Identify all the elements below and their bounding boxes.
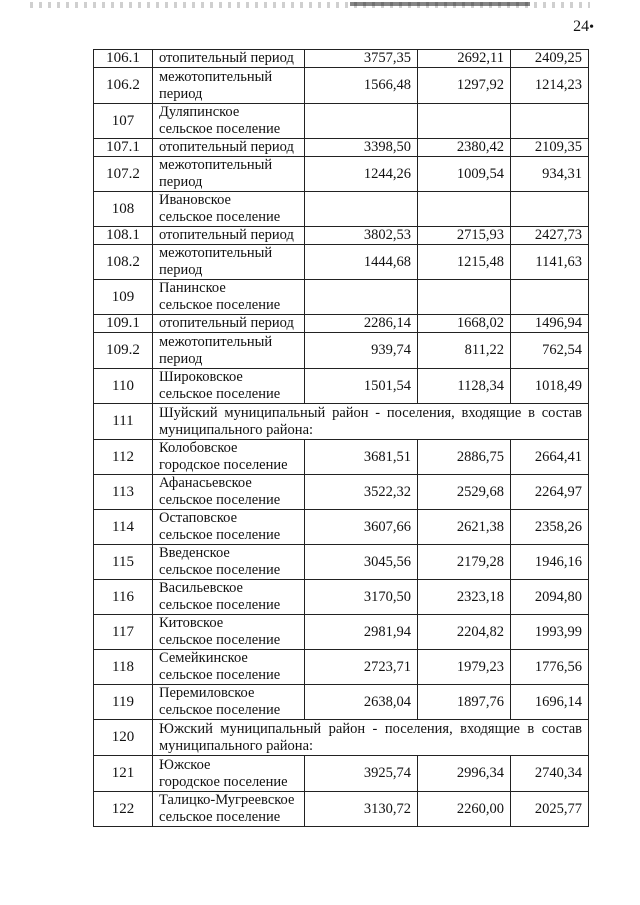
table-row: [94, 333, 589, 369]
table-row: [94, 104, 589, 139]
table-row: [94, 157, 589, 192]
row-number: 106.2: [94, 68, 153, 104]
value-cell-2: 1297,92: [418, 68, 511, 104]
row-number: 109.1: [94, 315, 153, 333]
table-row: [94, 545, 589, 580]
value-cell-1: [305, 192, 418, 227]
settlement-name: [153, 756, 305, 792]
page-number: 24•: [573, 18, 594, 35]
settlement-name: [153, 50, 305, 68]
table-row: [94, 580, 589, 615]
row-number: 111: [94, 404, 153, 440]
value-cell-2: 1128,34: [418, 369, 511, 404]
settlement-name: [153, 280, 305, 315]
settlement-name-line: Широковское: [159, 369, 243, 385]
value-cell-3: [511, 280, 589, 315]
value-cell-3: 2109,35: [511, 139, 589, 157]
value-cell-1: 1501,54: [305, 369, 418, 404]
settlement-name-line: Талицко-Мугреевское: [159, 792, 295, 808]
settlement-name-line: отопительный период: [159, 315, 294, 331]
row-number: 116: [94, 580, 153, 615]
settlement-name: [153, 227, 305, 245]
value-cell-3: 1776,56: [511, 650, 589, 685]
value-cell-1: 1244,26: [305, 157, 418, 192]
value-cell-1: 3925,74: [305, 756, 418, 792]
table-row: [94, 192, 589, 227]
district-heading-line: муниципального района:: [159, 737, 314, 754]
district-heading: [153, 720, 589, 756]
table-row: [94, 139, 589, 157]
district-heading: [153, 404, 589, 440]
value-cell-3: [511, 192, 589, 227]
value-cell-2: 1215,48: [418, 245, 511, 280]
district-heading-line: Шуйский муниципальный район - поселения, входящие в состав: [159, 404, 582, 421]
settlement-name: [153, 475, 305, 510]
settlement-name: [153, 192, 305, 227]
settlement-name: [153, 545, 305, 580]
value-cell-2: 2179,28: [418, 545, 511, 580]
row-number: 107: [94, 104, 153, 139]
settlement-name-line: межотопительный: [159, 68, 273, 85]
value-cell-1: 2286,14: [305, 315, 418, 333]
table-row: [94, 369, 589, 404]
value-cell-3: 1946,16: [511, 545, 589, 580]
settlement-name-line: период: [159, 262, 203, 278]
table-row: [94, 756, 589, 792]
settlement-name-line: период: [159, 174, 203, 190]
settlement-name-line: Перемиловское: [159, 685, 255, 701]
value-cell-3: 762,54: [511, 333, 589, 369]
settlement-name-line: Остаповское: [159, 510, 238, 526]
district-heading-line: Южский муниципальный район - поселения, входящие в состав: [159, 720, 582, 737]
settlement-name: [153, 580, 305, 615]
value-cell-2: 2204,82: [418, 615, 511, 650]
table-row: [94, 792, 589, 827]
value-cell-1: 3522,32: [305, 475, 418, 510]
value-cell-3: 1214,23: [511, 68, 589, 104]
value-cell-3: 2664,41: [511, 440, 589, 475]
table-row: [94, 245, 589, 280]
value-cell-2: 2692,11: [418, 50, 511, 68]
row-number: 108: [94, 192, 153, 227]
settlement-name: [153, 440, 305, 475]
tariff-table: [93, 49, 589, 827]
table-row: [94, 50, 589, 68]
settlement-name-line: Дуляпинское: [159, 104, 240, 120]
table-row: [94, 685, 589, 720]
settlement-name-line: сельское поселение: [159, 386, 281, 402]
value-cell-1: 2981,94: [305, 615, 418, 650]
settlement-name-line: Афанасьевское: [159, 475, 252, 491]
value-cell-2: 2996,34: [418, 756, 511, 792]
settlement-name-line: сельское поселение: [159, 527, 281, 543]
value-cell-1: [305, 280, 418, 315]
scan-artifact: [350, 2, 530, 6]
settlement-name-line: отопительный период: [159, 50, 294, 66]
value-cell-1: 3802,53: [305, 227, 418, 245]
settlement-name: [153, 139, 305, 157]
value-cell-3: 1993,99: [511, 615, 589, 650]
settlement-name: [153, 315, 305, 333]
settlement-name-line: период: [159, 350, 203, 367]
row-number: 109.2: [94, 333, 153, 369]
settlement-name-line: Колобовское: [159, 440, 238, 456]
row-number: 109: [94, 280, 153, 315]
value-cell-2: 2529,68: [418, 475, 511, 510]
table-row: [94, 475, 589, 510]
value-cell-3: 2358,26: [511, 510, 589, 545]
value-cell-3: 2094,80: [511, 580, 589, 615]
settlement-name-line: Семейкинское: [159, 650, 248, 666]
row-number: 114: [94, 510, 153, 545]
settlement-name-line: сельское поселение: [159, 632, 281, 648]
settlement-name: [153, 685, 305, 720]
value-cell-2: 2380,42: [418, 139, 511, 157]
settlement-name: [153, 369, 305, 404]
table-row: [94, 440, 589, 475]
settlement-name-line: период: [159, 85, 203, 102]
settlement-name-line: сельское поселение: [159, 702, 281, 718]
value-cell-3: 2427,73: [511, 227, 589, 245]
table-row: [94, 68, 589, 104]
row-number: 106.1: [94, 50, 153, 68]
settlement-name-line: сельское поселение: [159, 492, 281, 508]
settlement-name-line: межотопительный: [159, 245, 273, 261]
value-cell-2: 1897,76: [418, 685, 511, 720]
value-cell-1: 1444,68: [305, 245, 418, 280]
settlement-name-line: сельское поселение: [159, 562, 281, 578]
settlement-name-line: сельское поселение: [159, 809, 281, 825]
value-cell-3: 2740,34: [511, 756, 589, 792]
settlement-name: [153, 792, 305, 827]
value-cell-2: [418, 280, 511, 315]
value-cell-2: 2886,75: [418, 440, 511, 475]
table-row: [94, 650, 589, 685]
value-cell-3: 2025,77: [511, 792, 589, 827]
district-heading-line: муниципального района:: [159, 421, 314, 438]
settlement-name-line: Васильевское: [159, 580, 243, 596]
row-number: 107.2: [94, 157, 153, 192]
settlement-name-line: отопительный период: [159, 139, 294, 155]
value-cell-2: 1009,54: [418, 157, 511, 192]
settlement-name-line: Введенское: [159, 545, 230, 561]
value-cell-2: 2715,93: [418, 227, 511, 245]
settlement-name-line: сельское поселение: [159, 667, 281, 683]
value-cell-3: 2264,97: [511, 475, 589, 510]
row-number: 121: [94, 756, 153, 792]
settlement-name: [153, 157, 305, 192]
settlement-name-line: межотопительный: [159, 157, 273, 173]
row-number: 107.1: [94, 139, 153, 157]
value-cell-1: 3681,51: [305, 440, 418, 475]
value-cell-2: 2621,38: [418, 510, 511, 545]
settlement-name-line: Ивановское: [159, 192, 231, 208]
settlement-name-line: отопительный период: [159, 227, 294, 243]
settlement-name-line: межотопительный: [159, 333, 273, 350]
value-cell-3: 1018,49: [511, 369, 589, 404]
value-cell-1: 2723,71: [305, 650, 418, 685]
settlement-name: [153, 333, 305, 369]
row-number: 110: [94, 369, 153, 404]
settlement-name-line: сельское поселение: [159, 209, 281, 225]
settlement-name-line: городское поселение: [159, 457, 288, 473]
value-cell-1: 3398,50: [305, 139, 418, 157]
settlement-name-line: сельское поселение: [159, 597, 281, 613]
value-cell-2: [418, 192, 511, 227]
table-row: [94, 510, 589, 545]
row-number: 119: [94, 685, 153, 720]
row-number: 112: [94, 440, 153, 475]
value-cell-2: 2323,18: [418, 580, 511, 615]
settlement-name: [153, 650, 305, 685]
value-cell-3: [511, 104, 589, 139]
value-cell-2: 1668,02: [418, 315, 511, 333]
settlement-name: [153, 104, 305, 139]
row-number: 117: [94, 615, 153, 650]
settlement-name: [153, 510, 305, 545]
table-row: [94, 227, 589, 245]
table-row: [94, 280, 589, 315]
value-cell-1: 3607,66: [305, 510, 418, 545]
value-cell-2: 811,22: [418, 333, 511, 369]
table-row: [94, 615, 589, 650]
table-row: [94, 404, 589, 440]
row-number: 115: [94, 545, 153, 580]
value-cell-1: 3045,56: [305, 545, 418, 580]
value-cell-3: 2409,25: [511, 50, 589, 68]
settlement-name-line: Южское: [159, 756, 211, 773]
row-number: 120: [94, 720, 153, 756]
value-cell-3: 934,31: [511, 157, 589, 192]
row-number: 108.2: [94, 245, 153, 280]
value-cell-3: 1141,63: [511, 245, 589, 280]
settlement-name: [153, 68, 305, 104]
value-cell-1: 3170,50: [305, 580, 418, 615]
settlement-name-line: сельское поселение: [159, 121, 281, 137]
value-cell-1: 939,74: [305, 333, 418, 369]
row-number: 118: [94, 650, 153, 685]
value-cell-1: 3130,72: [305, 792, 418, 827]
row-number: 108.1: [94, 227, 153, 245]
settlement-name-line: Панинское: [159, 280, 226, 296]
value-cell-1: 1566,48: [305, 68, 418, 104]
settlement-name: [153, 615, 305, 650]
value-cell-2: [418, 104, 511, 139]
value-cell-1: [305, 104, 418, 139]
value-cell-2: 2260,00: [418, 792, 511, 827]
value-cell-3: 1496,94: [511, 315, 589, 333]
value-cell-2: 1979,23: [418, 650, 511, 685]
value-cell-3: 1696,14: [511, 685, 589, 720]
settlement-name-line: Китовское: [159, 615, 224, 631]
row-number: 122: [94, 792, 153, 827]
table-row: [94, 315, 589, 333]
value-cell-1: 3757,35: [305, 50, 418, 68]
settlement-name: [153, 245, 305, 280]
value-cell-1: 2638,04: [305, 685, 418, 720]
settlement-name-line: городское поселение: [159, 773, 288, 790]
table-row: [94, 720, 589, 756]
row-number: 113: [94, 475, 153, 510]
settlement-name-line: сельское поселение: [159, 297, 281, 313]
